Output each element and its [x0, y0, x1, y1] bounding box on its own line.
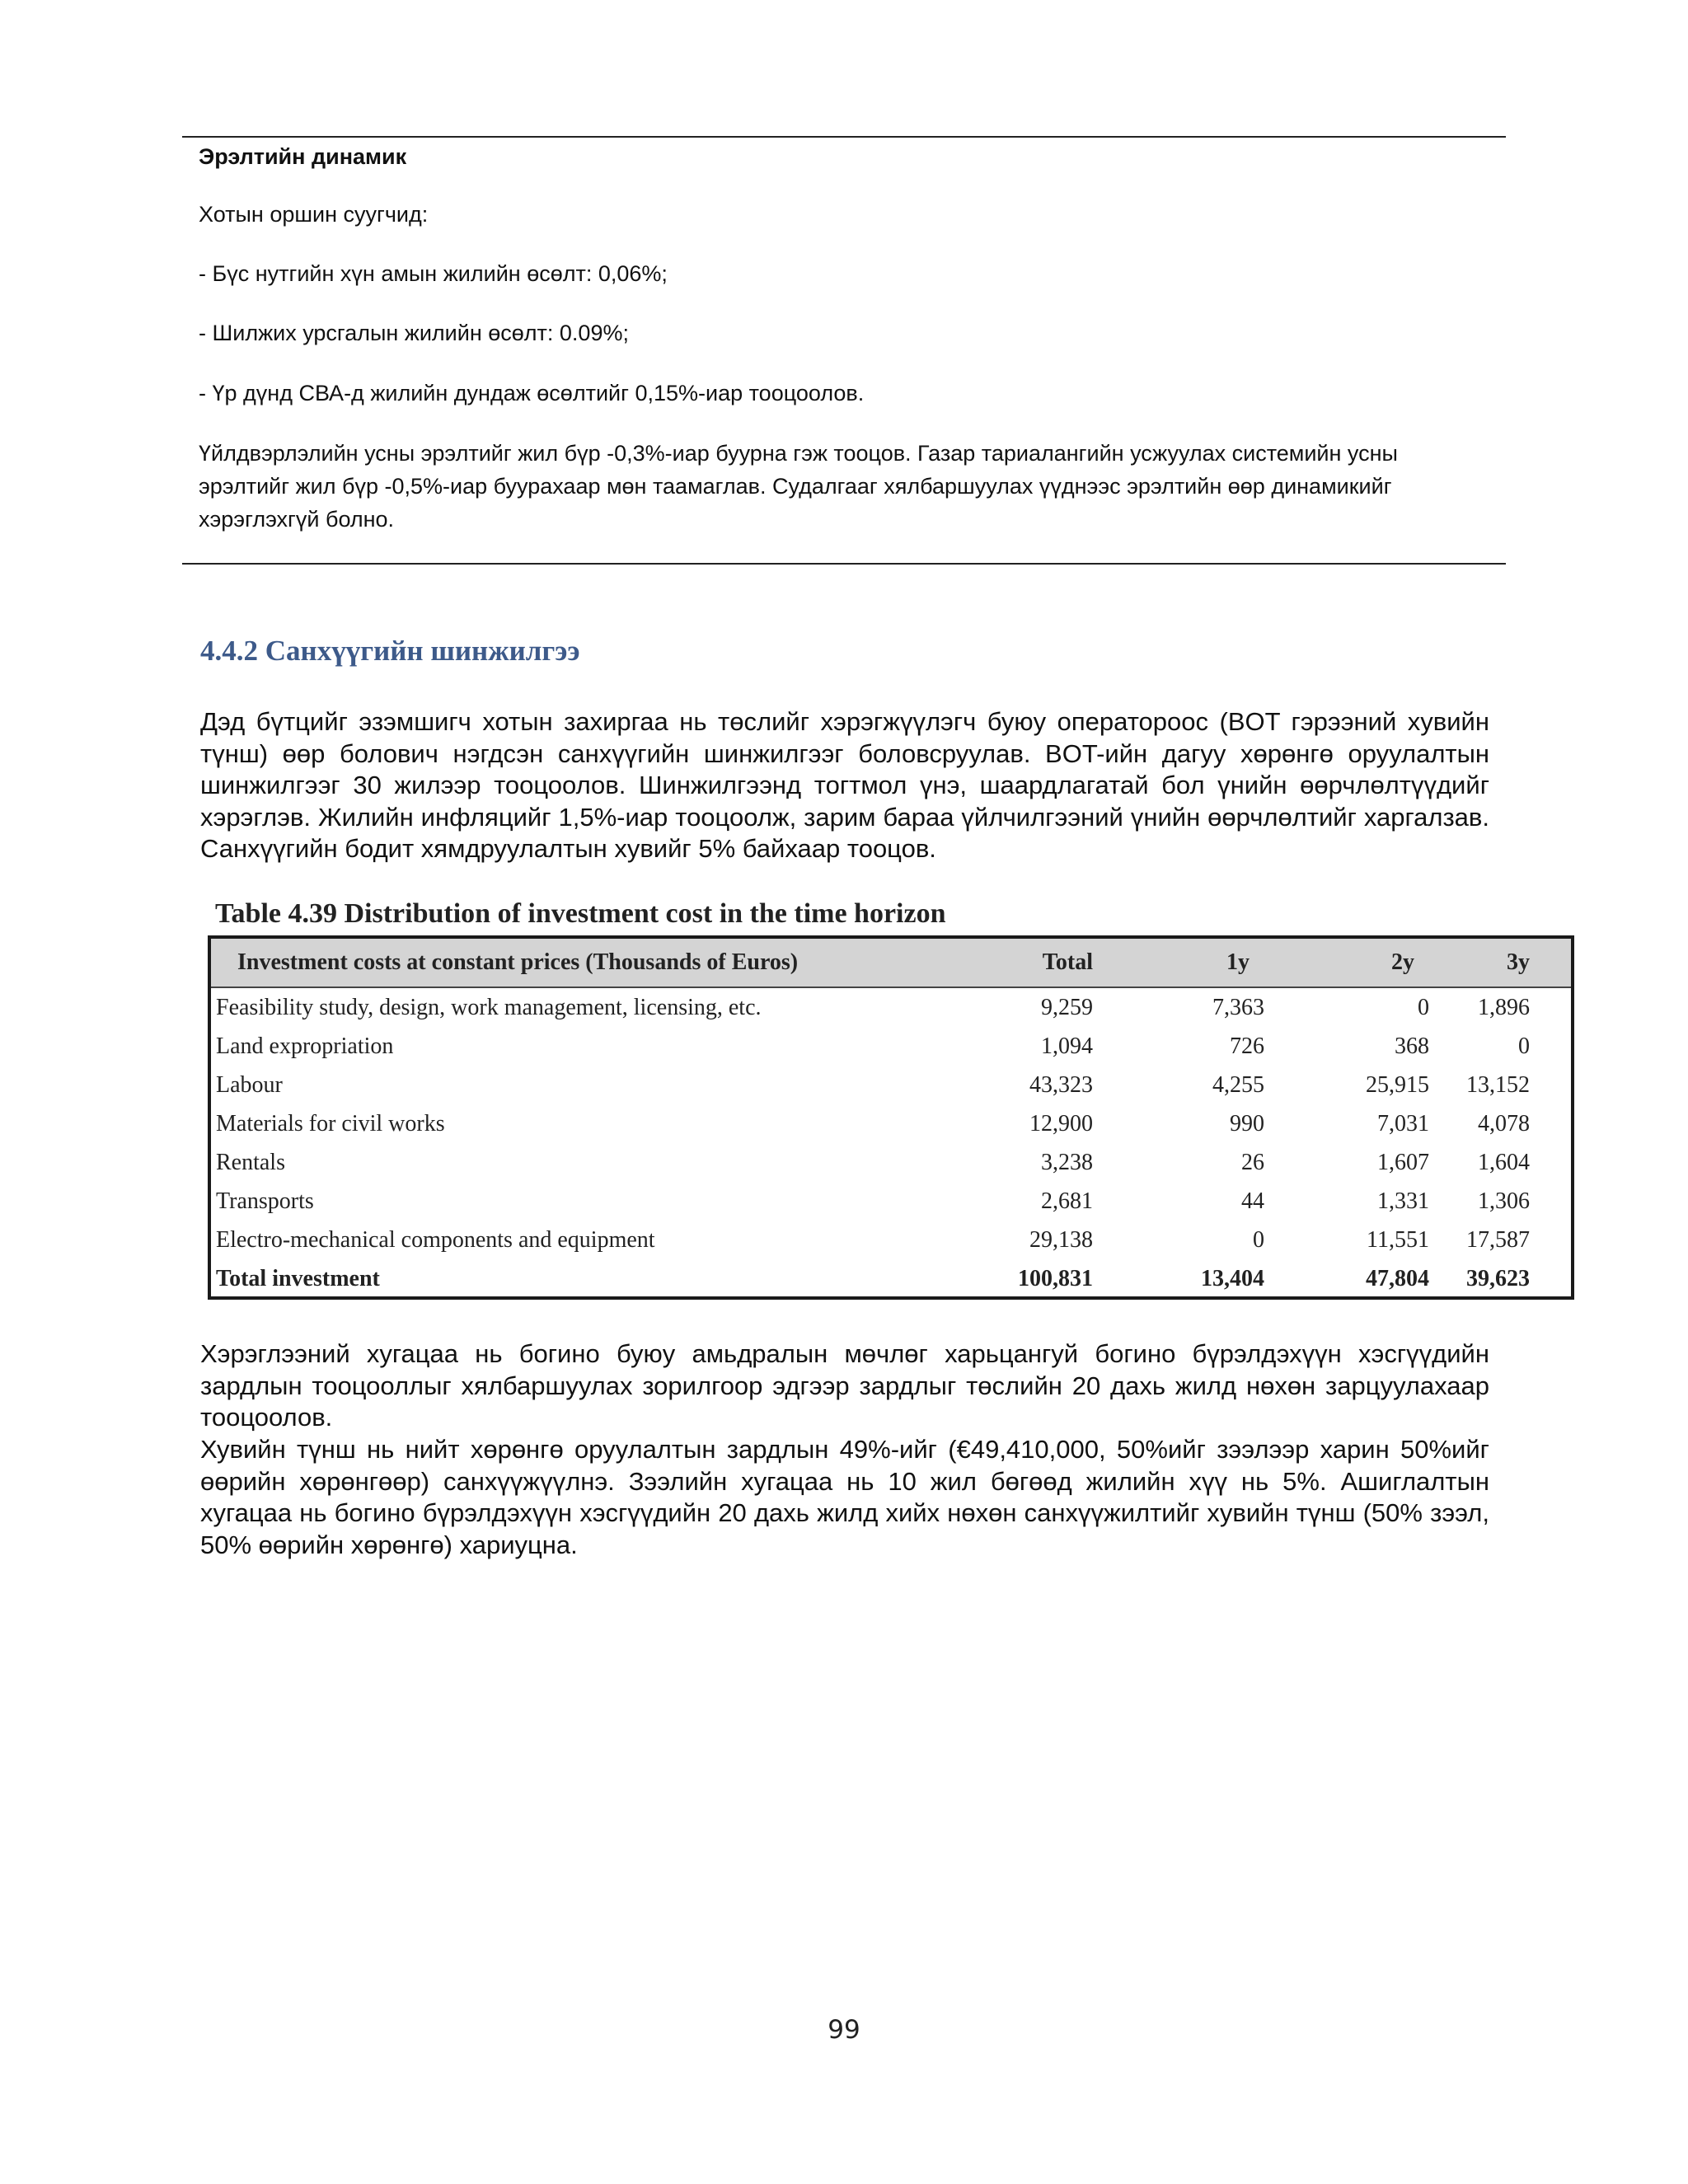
cell-total: 3,238: [1041, 1149, 1093, 1175]
cell-year-3: 17,587: [1466, 1226, 1530, 1253]
cell-year-1: 990: [1230, 1110, 1264, 1137]
table-row: [211, 1104, 1571, 1143]
total-year-3: 39,623: [1466, 1265, 1530, 1291]
cell-year-2: 11,551: [1367, 1226, 1429, 1253]
box-paragraph: Үйлдвэрлэлийн усны эрэлтийг жил бүр -0,3%-иар буурна гэж тооцов. Газар тариалангийн усжуулах системийн усны эрэлтийг жил бүр -0,5%-иар буурахаар мөн таамаглав. Судалгааг хялбаршуулах үүднээс эрэлтийн өөр динамикийг хэрэглэхгүй болно.: [199, 441, 1398, 532]
cell-year-1: 44: [1241, 1188, 1264, 1214]
cell-year-3: 13,152: [1466, 1071, 1530, 1098]
section-intro-paragraph: Дэд бүтцийг эзэмшигч хотын захиргаа нь төслийг хэрэгжүүлэгч буюу операторoос (BOT гэрээний хувийн түнш) өөр болович нэгдсэн санхүүгийн шинжилгээг боловсруулав. BOT-ийн дагуу хөрөнгө оруулалтын шинжилгээг 30 жилээр тооцоолов. Шинжилгээнд тогтмол үнэ, шаардлагатай бол үнийн өөрчлөлтүүдийг хэрэглэв. Жилийн инфляцийг 1,5%-иар тооцоолж, зарим бараа үйлчилгээний үнийн өөрчлөлтийг харгалзав. Санхүүгийн бодит хямдруулалтын хувийг 5% байхаар тооцов.: [200, 707, 1489, 863]
cell-year-2: 25,915: [1366, 1071, 1429, 1098]
cell-item: Electro-mechanical components and equipment: [216, 1226, 655, 1253]
private-partner-paragraph: Хувийн түнш нь нийт хөрөнгө оруулалтын зардлын 49%-ийг (€49,410,000, 50%ийг зээлээр харин 50%ийг өөрийн хөрөнгөөр) санхүүжүүлнэ. Зээлийн хугацаа нь 10 жил бөгөөд жилийн хүү нь 5%. Ашиглалтын хугацаа нь богино бүрэлдэхүүн хэсгүүдийн 20 дахь жилд хийх нөхөн санхүүжилтийг хувийн түнш (50% зээл, 50% өөрийн хөрөнгө) хариуцна.: [200, 1435, 1489, 1559]
cell-year-3: 1,604: [1478, 1149, 1530, 1175]
table-row: [211, 1027, 1571, 1066]
total-year-2: 47,804: [1366, 1265, 1429, 1291]
table-header-row: [211, 939, 1571, 987]
box-line-migration-growth: - Шилжих урсгалын жилийн өсөлт: 0.09%;: [199, 321, 629, 345]
cell-item: Feasibility study, design, work management, licensing, etc.: [216, 994, 762, 1020]
header-year-1: 1y: [1126, 939, 1291, 987]
section-title: 4.4.2 Санхүүгийн шинжилгээ: [200, 635, 580, 667]
cell-year-1: 4,255: [1212, 1071, 1264, 1098]
table-row: [211, 1066, 1571, 1104]
cell-year-2: 1,607: [1377, 1149, 1429, 1175]
cell-year-2: 0: [1418, 994, 1429, 1020]
box-heading: Эрэлтийн динамик: [199, 144, 407, 169]
table-row: [211, 1182, 1571, 1221]
header-total: Total: [936, 939, 1126, 987]
replacement-cost-paragraph: Хэрэглээний хугацаа нь богино буюу амьдралын мөчлөг харьцангуй богино бүрэлдэхүүн хэсгүүдийн зардлын тооцооллыг хялбаршуулах зорилгоор эдгээр зардлыг төслийн 20 дахь жилд нөхөн зарцуулахаар тооцоолов.: [200, 1339, 1489, 1432]
table-row: [211, 1143, 1571, 1182]
cell-year-1: 726: [1230, 1033, 1264, 1059]
cell-year-1: 0: [1253, 1226, 1264, 1253]
cell-item: Rentals: [216, 1149, 285, 1175]
cell-year-2: 1,331: [1377, 1188, 1429, 1214]
total-year-1: 13,404: [1201, 1265, 1264, 1291]
page-number: 99: [828, 2015, 860, 2045]
table-row: [211, 987, 1571, 1027]
cell-total: 1,094: [1041, 1033, 1093, 1059]
cell-year-3: 1,896: [1478, 994, 1530, 1020]
table-caption: Table 4.39 Distribution of investment cost in the time horizon: [215, 898, 946, 929]
investment-table: [208, 935, 1574, 1300]
cell-year-1: 26: [1241, 1149, 1264, 1175]
box-line-average-growth: - Үр дүнд СВА-д жилийн дундаж өсөлтийг 0,15%-иар тооцоолов.: [199, 381, 865, 405]
cell-item: Land expropriation: [216, 1033, 394, 1059]
cell-year-1: 7,363: [1212, 994, 1264, 1020]
box-line-residents: Хотын оршин суугчид:: [199, 202, 429, 227]
cell-item: Materials for civil works: [216, 1110, 445, 1137]
cell-year-2: 7,031: [1377, 1110, 1429, 1137]
cell-total: 2,681: [1041, 1188, 1093, 1214]
cell-year-3: 4,078: [1478, 1110, 1530, 1137]
cell-total: 9,259: [1041, 994, 1093, 1020]
box-line-regional-growth: - Бүс нутгийн хүн амын жилийн өсөлт: 0,06%;: [199, 261, 668, 286]
total-label: Total investment: [216, 1265, 380, 1291]
cell-year-3: 1,306: [1478, 1188, 1530, 1214]
header-cost-item: Investment costs at constant prices (Thousands of Euros): [211, 939, 936, 987]
demand-dynamics-box: [182, 136, 1506, 565]
header-year-2: 2y: [1291, 939, 1456, 987]
total-sum: 100,831: [1018, 1265, 1093, 1291]
cell-year-2: 368: [1395, 1033, 1429, 1059]
cell-item: Labour: [216, 1071, 283, 1098]
cell-year-3: 0: [1518, 1033, 1530, 1059]
table-row: [211, 1221, 1571, 1259]
cell-total: 43,323: [1029, 1071, 1093, 1098]
header-year-3: 3y: [1456, 939, 1571, 987]
table-total-row: [211, 1259, 1571, 1298]
cell-total: 29,138: [1029, 1226, 1093, 1253]
cell-item: Transports: [216, 1188, 314, 1214]
cell-total: 12,900: [1029, 1110, 1093, 1137]
